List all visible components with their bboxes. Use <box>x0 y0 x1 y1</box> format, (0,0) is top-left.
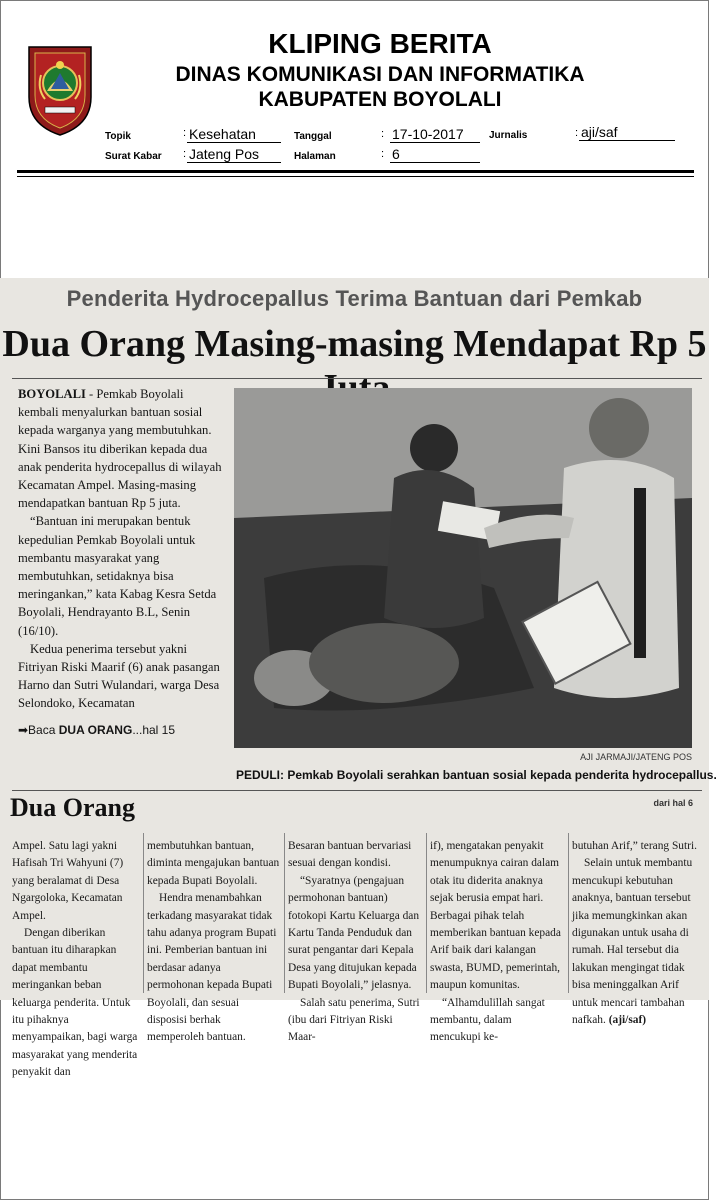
header-divider-thin <box>17 176 694 177</box>
column-divider <box>143 833 144 993</box>
column-divider <box>568 833 569 993</box>
lead-paragraph <box>18 385 226 512</box>
c3-paragraph-1: Besaran bantuan bervariasi sesuai dengan kondisi. <box>288 840 412 870</box>
c4-paragraph-2: “Alhamdulillah sangat membantu, dalam mencukupi ke- <box>430 996 545 1044</box>
c5-paragraph-1: butuhan Arif,” terang Sutri. <box>572 840 697 852</box>
document-title: KLIPING BERITA <box>268 28 492 59</box>
header-divider <box>17 170 694 173</box>
surat-kabar-label: Surat Kabar <box>105 151 162 162</box>
continuation-column-3 <box>288 838 421 1047</box>
jurnalis-value: aji/saf <box>579 124 675 141</box>
c1-paragraph-2: Dengan diberikan bantuan itu diharapkan dapat membantu meringankan beban keluarga penderita. Untuk itu pihaknya menyampaikan, bagi warga masyarakat yang menderita penyakit dan <box>12 927 138 1079</box>
continuation-column-2 <box>147 838 280 1047</box>
jurnalis-colon: : <box>575 127 579 139</box>
c3-paragraph-3: Salah satu penerima, Sutri (ibu dari Fitriyan Riski Maar- <box>288 996 420 1044</box>
article-headline: Dua Orang Masing-masing Mendapat Rp 5 <box>2 323 707 365</box>
continuation-column-5 <box>572 838 702 1029</box>
article-lead-column <box>18 385 226 739</box>
c5-paragraph-2-text: Selain untuk membantu mencukupi kebutuhan anaknya, bantuan tersebut jika memungkinkan akan digunakan untuk usaha di rumah. Hal tersebut dia lakukan mengingat tidak bisa meninggalkan Arif untuk mencari tambahan nafkah. <box>572 857 693 1027</box>
c4-paragraph-1: if), mengatakan penyakit menumpuknya cairan dalam otak itu diderita anaknya sejak berusia empat hari. Berbagai pihak telah memberikan bantuan kepada Arif baik dari kalangan swasta, BUMD, pemerintah, maupun komunitas. <box>430 840 561 992</box>
topik-value: Kesehatan <box>187 126 281 143</box>
c5-paragraph-2 <box>572 855 702 1029</box>
halaman-label: Halaman <box>294 151 336 162</box>
surat-kabar-colon: : <box>183 148 187 160</box>
continuation-column-4 <box>430 838 563 1047</box>
continued-from: dari hal 6 <box>653 798 693 808</box>
section-rule <box>12 790 702 791</box>
quote-paragraph: “Bantuan ini merupakan bentuk kepedulian Pemkab Boyolali untuk membantu masyarakat yang membutuhkan, setidaknya bisa meringankan,” kata Kabag Kesra Setda Boyolali, Hendrayanto B.L, Senin (16/10). <box>18 514 217 638</box>
lead-text: - Pemkab Boyolali kembali menyalurkan bantuan sosial kepada warganya yang membutuhkan. Kini Bansos itu diberikan kepada dua anak penderita hydrocepallus di wilayah Kecamatan Ampel. Masing-masing mendapatkan bantuan Rp 5 juta. <box>18 387 222 511</box>
news-photo <box>234 388 692 748</box>
continuation-note <box>18 721 226 739</box>
article-kicker: Penderita Hydrocepallus Terima Bantuan dari Pemkab <box>66 286 643 311</box>
c1-paragraph-1: Ampel. Satu lagi yakni Hafisah Tri Wahyuni (7) yang beralamat di Desa Ngargoloka, Kecamatan Ampel. <box>12 840 124 922</box>
author-sign: (aji/saf) <box>608 1014 647 1027</box>
tanggal-label: Tanggal <box>294 131 332 142</box>
c3-paragraph-2: “Syaratnya (pengajuan permohonan bantuan) fotokopi Kartu Keluarga dan Kartu Tanda Penduduk dan surat pengantar dari Kepala Desa yang ditujukan kepada Bupati Boyolali,” jelasnya. <box>288 874 420 992</box>
continuation-column-1 <box>12 838 140 1082</box>
see-page: ...hal 15 <box>132 722 176 737</box>
tanggal-value: 17-10-2017 <box>390 126 480 143</box>
headline-rule <box>12 378 702 379</box>
c2-paragraph-1: membutuhkan bantuan, diminta mengajukan bantuan kepada Bupati Boyolali. <box>147 840 280 887</box>
jurnalis-label: Jurnalis <box>489 130 528 141</box>
agency-name: DINAS KOMUNIKASI DAN INFORMATIKA <box>175 63 585 86</box>
surat-kabar-value: Jateng Pos <box>187 146 281 163</box>
halaman-colon: : <box>381 148 385 160</box>
column-divider <box>426 833 427 993</box>
topik-colon: : <box>183 127 187 139</box>
continuation-heading: Dua Orang <box>10 793 135 822</box>
see-title: DUA ORANG <box>58 722 133 737</box>
column-divider <box>284 833 285 993</box>
boyolali-emblem-icon <box>27 45 93 137</box>
halaman-value: 6 <box>390 146 480 163</box>
dateline: BOYOLALI <box>18 387 86 401</box>
c2-paragraph-2: Hendra menambahkan terkadang masyarakat tidak tahu adanya program Bupati ini. Pemberian bantuan ini berdasar adanya permohonan kepada Bupati Boyolali, dan sesuai disposisi berhak memperoleh bantuan. <box>147 892 277 1044</box>
news-clipping <box>0 278 717 1079</box>
see-prefix: ➡Baca <box>18 722 59 737</box>
topik-label: Topik <box>105 131 131 142</box>
photo-credit: AJI JARMAJI/JATENG POS <box>580 752 692 762</box>
tanggal-colon: : <box>381 128 385 140</box>
recipients-paragraph: Kedua penerima tersebut yakni Fitriyan Riski Maarif (6) anak pasangan Harno dan Sutri Wulandari, warga Desa Selondoko, Kecamatan <box>18 641 220 711</box>
region-name: KABUPATEN BOYOLALI <box>258 88 502 111</box>
photo-caption: PEDULI: Pemkab Boyolali serahkan bantuan sosial kepada penderita hydrocepallus. <box>236 768 717 782</box>
